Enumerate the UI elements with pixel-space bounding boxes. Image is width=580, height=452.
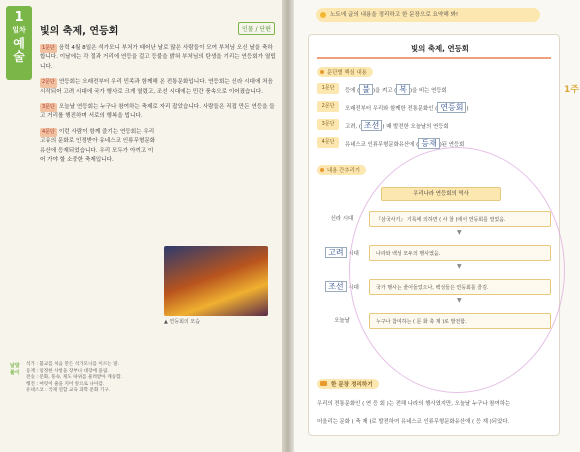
row-number: 4문단 (317, 137, 339, 148)
week-marker: 1주 (564, 85, 579, 95)
handwritten-answer[interactable]: 연등회 (437, 102, 466, 113)
arrow-down-icon: ▼ (457, 297, 462, 304)
day-tab (6, 6, 32, 80)
row-text: 유네스코 인류무형문화유산에 ( 등재 )된 연등회 (345, 139, 465, 148)
title-divider (317, 57, 551, 59)
era-label: 조선 시대 (317, 279, 367, 295)
handwritten-answer[interactable]: 복 (396, 84, 410, 95)
row-text: 등에 ( 불 )을 켜고 ( 복 )을 비는 연등회 (345, 85, 447, 94)
arrow-down-icon: ▼ (457, 263, 462, 270)
paragraph-3 (40, 103, 276, 122)
history-chart-title: 우리나라 연등회의 역사 (381, 187, 501, 201)
handwritten-answer[interactable]: 고려 (325, 247, 346, 258)
glossary (12, 362, 272, 395)
section-core-label: 문단별 핵심 내용 (317, 67, 373, 77)
era-label: 신라 시대 (330, 216, 354, 222)
paragraph-text: 연등회는 오래전부터 우리 민족과 함께해 온 전통문화입니다. 연등회는 신라 시대에 처음 시작되어 고려 시대에 국가 행사로 크게 열렸고, 조선 시대에는 민간 풍속으로 이어졌습니다. (40, 79, 273, 95)
lantern-festival-photo (164, 246, 268, 316)
row-number: 3문단 (317, 119, 339, 130)
glossary-label: 낱말 풀이 (10, 363, 20, 376)
instruction-banner (316, 8, 540, 22)
era-label: 고려 시대 (317, 245, 367, 261)
paragraph-4 (40, 128, 158, 166)
era-description[interactable]: 누구나 참여하는 ( 문 화 축 제 )로 발전함. (369, 313, 551, 329)
subject-label: 예술 (11, 37, 26, 63)
paragraph-tag: 2문단 (40, 78, 57, 87)
summary-line[interactable]: 어울리는 문화 ( 축 제 )로 발전하여 유네스코 인류무형문화유산에 ( 등 재 )되었다. (317, 419, 510, 425)
era-description: 나라와 백성 모두의 행사였음. (369, 245, 551, 261)
row-text: 오래전부터 우리와 함께한 전통문화인 ( 연등회 ) (345, 103, 469, 112)
handwritten-answer[interactable]: 조선 (325, 281, 346, 292)
book-gutter (282, 0, 294, 452)
era-description: 국가 행사는 줄어들었으나, 백성들은 연등회를 즐김. (369, 279, 551, 295)
glossary-item: 전승 : 문화, 풍속, 제도 따위를 물려받아 계승함. (26, 375, 123, 381)
row-text: 고려, ( 조선 ) 때 발전한 오늘날의 연등회 (345, 121, 449, 130)
row-number: 2문단 (317, 101, 339, 112)
era-label: 오늘날 (334, 318, 350, 324)
worksheet-card (308, 34, 560, 436)
glossary-item: 유네스코 : 국제 연합 교육 과학 문화 기구. (26, 388, 111, 394)
hand-drawn-circle (349, 147, 565, 393)
worksheet-title: 빛의 축제, 연등회 (411, 44, 469, 53)
paragraph-text: 오늘날 연등회는 누구나 참여하는 축제로 자리 잡았습니다. 사람들은 직접 만든 연등을 들고 거리를 행진하며 서로의 행복을 빕니다. (40, 104, 275, 120)
summary-line[interactable]: 우리의 전통문화인 ( 연 등 회 )는 전해 나라의 행사였지만, 오늘날 누구나 참여하는 (317, 401, 511, 407)
arrow-down-icon: ▼ (457, 229, 462, 236)
genre-badge: 인물 / 단편 (238, 22, 275, 35)
glossary-item: 등재 : 일정한 사항을 장부나 대장에 올림. (26, 368, 109, 374)
photo-caption: ▲ 연등회의 모습 (164, 319, 201, 325)
instruction-text: 노트에 글의 내용을 정리하고 한 문장으로 요약해 봐! (330, 12, 459, 18)
day-unit: 일차 (12, 26, 26, 34)
paragraph-tag: 1문단 (40, 44, 57, 53)
paragraph-tag: 4문단 (40, 128, 57, 137)
era-description[interactable]: 『삼국사기』 기록에 의하면 ( 사 찰 )에서 연등회를 열었음. (369, 211, 551, 227)
left-page (0, 0, 282, 452)
summary-section-label: 한 문장 정리하기 (317, 379, 379, 389)
glossary-item: 석가 : 불교를 처음 만든 석가모니를 이르는 말. (26, 362, 120, 367)
pencil-icon (320, 381, 327, 386)
bullet-icon (320, 12, 326, 18)
handwritten-answer[interactable]: 등재 (418, 138, 439, 149)
section-flow-label: 내용 간추리기 (317, 165, 366, 175)
paragraph-2 (40, 78, 276, 97)
article-title: 빛의 축제, 연등회 (40, 26, 119, 37)
row-number: 1문단 (317, 83, 339, 94)
right-page (294, 0, 580, 452)
paragraph-tag: 3문단 (40, 103, 57, 112)
handwritten-answer[interactable]: 조선 (361, 120, 382, 131)
article-body (40, 44, 276, 171)
paragraph-text: 이런 사람이 함께 즐기는 연등회는 우리 고유의 문화로 인정받아 유네스코 인류무형문화유산에 등재되었습니다. 우리 모두가 아끼고 이어 가야 할 소중한 축제입니다. (40, 128, 156, 164)
glossary-item: 행진 : 여럿이 줄을 지어 앞으로 나아감. (26, 381, 105, 387)
paragraph-text: 음력 4월 8일은 석가모니 부처가 태어난 날로 많은 사람들이 모여 부처님 오신 날을 축하합니다. 이날에는 각 절과 거리에 연등을 걸고 등불을 밝혀 부처님의 탄생을 기리는 연등회가 열립니다. (40, 45, 276, 70)
day-number: 1 (14, 10, 24, 25)
handwritten-answer[interactable]: 불 (359, 84, 373, 95)
paragraph-1 (40, 44, 276, 72)
